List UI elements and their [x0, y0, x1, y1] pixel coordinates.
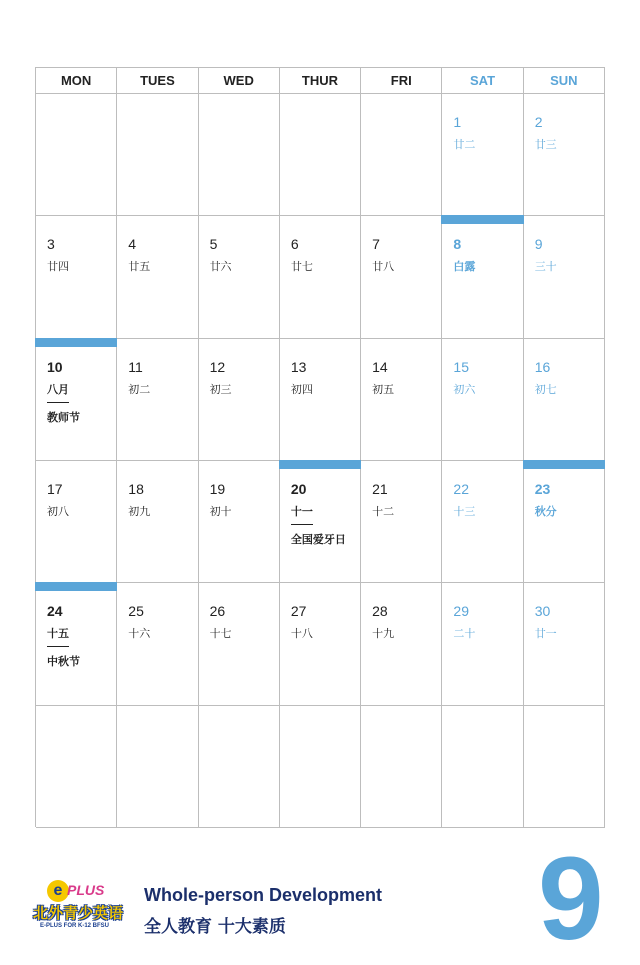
day-number: 4	[128, 236, 137, 253]
day-cell-1	[442, 94, 523, 216]
week-row	[36, 94, 605, 216]
weekday-header: TUES	[117, 68, 198, 94]
day-cell-2	[524, 94, 605, 216]
week-row	[36, 583, 605, 705]
day-number: 27	[290, 603, 307, 620]
day-cell-14	[361, 339, 442, 461]
day-cell-empty	[442, 706, 523, 828]
day-cell-18	[117, 461, 198, 583]
lunar-date: 十五	[47, 627, 69, 641]
lunar-date: 初七	[534, 382, 557, 396]
holiday-divider	[47, 402, 69, 403]
calendar-weeks	[36, 94, 605, 828]
day-cell-30	[524, 583, 605, 705]
day-number: 29	[453, 603, 469, 620]
weekday-header-sat: SAT	[442, 68, 523, 94]
day-number: 10	[47, 358, 63, 375]
day-number: 22	[453, 480, 469, 497]
day-cell-19	[199, 461, 280, 583]
logo-chinese-name: 北外青少英语	[33, 904, 124, 922]
lunar-date: 初十	[209, 504, 232, 518]
week-row	[36, 216, 605, 338]
day-cell-11	[117, 339, 198, 461]
day-number: 14	[372, 358, 388, 375]
lunar-date: 廿三	[534, 138, 557, 151]
lunar-date: 十六	[128, 627, 151, 641]
lunar-date: 廿八	[372, 260, 395, 274]
day-number: 24	[47, 603, 63, 620]
weekday-header-row	[36, 68, 605, 94]
lunar-date: 初四	[290, 382, 313, 396]
lunar-date: 十三	[453, 504, 476, 518]
lunar-date: 十九	[372, 627, 395, 641]
footer	[0, 833, 640, 965]
day-number: 8	[453, 236, 462, 253]
lunar-date: 十七	[209, 627, 232, 641]
logo-e-mark: e	[47, 880, 69, 902]
day-number: 19	[209, 480, 226, 497]
day-number: 3	[47, 236, 55, 253]
lunar-date: 廿一	[534, 627, 557, 641]
lunar-date: 二十	[453, 627, 476, 641]
lunar-date: 十二	[372, 504, 395, 518]
day-number: 17	[47, 480, 63, 497]
day-cell-7	[361, 216, 442, 338]
day-cell-12	[199, 339, 280, 461]
holiday-label: 教师节	[47, 410, 80, 424]
day-number: 6	[290, 236, 299, 253]
lunar-date: 廿六	[209, 260, 232, 274]
day-cell-empty	[361, 94, 442, 216]
lunar-date: 初五	[372, 382, 395, 396]
day-cell-empty	[199, 94, 280, 216]
day-cell-20	[280, 461, 361, 583]
day-number: 13	[290, 358, 307, 375]
day-cell-4	[117, 216, 198, 338]
day-cell-22	[442, 461, 523, 583]
lunar-date: 三十	[534, 260, 557, 274]
day-cell-10	[36, 339, 117, 461]
logo-subtitle: E-PLUS FOR K-12 BFSU	[40, 923, 110, 929]
day-number: 28	[372, 603, 388, 620]
day-cell-empty	[117, 94, 198, 216]
day-number: 25	[128, 603, 144, 620]
day-number: 1	[453, 114, 462, 130]
lunar-date: 初二	[128, 382, 151, 396]
lunar-date: 初八	[47, 504, 69, 518]
day-cell-empty	[36, 706, 117, 828]
day-cell-6	[280, 216, 361, 338]
day-cell-9	[524, 216, 605, 338]
lunar-date: 廿七	[290, 260, 313, 274]
lunar-date: 廿二	[453, 138, 476, 151]
day-cell-24	[36, 583, 117, 705]
day-number: 16	[534, 358, 551, 375]
tagline-chinese: 全人教育 十大素质	[144, 917, 286, 937]
day-number: 30	[534, 603, 551, 620]
holiday-divider	[47, 646, 69, 647]
day-cell-26	[199, 583, 280, 705]
lunar-date: 廿四	[47, 260, 69, 274]
day-cell-empty	[117, 706, 198, 828]
day-cell-8	[442, 216, 523, 338]
day-cell-empty	[361, 706, 442, 828]
weekday-header: MON	[36, 68, 117, 94]
day-cell-27	[280, 583, 361, 705]
lunar-date: 廿五	[128, 260, 151, 274]
holiday-label: 全国爱牙日	[290, 532, 346, 546]
day-cell-29	[442, 583, 523, 705]
calendar-grid	[35, 67, 605, 827]
lunar-date: 十一	[290, 504, 313, 518]
day-cell-empty	[280, 706, 361, 828]
day-cell-25	[117, 583, 198, 705]
day-number: 5	[209, 236, 218, 253]
month-number: 9	[538, 833, 604, 965]
day-cell-13	[280, 339, 361, 461]
day-cell-16	[524, 339, 605, 461]
day-number: 18	[128, 480, 144, 497]
holiday-divider	[291, 524, 313, 525]
logo-plus-text: PLUS	[67, 882, 105, 898]
day-number: 20	[290, 480, 307, 497]
lunar-date: 初六	[453, 382, 476, 396]
lunar-date: 白露	[453, 260, 476, 274]
day-cell-21	[361, 461, 442, 583]
day-cell-empty	[524, 706, 605, 828]
week-row	[36, 461, 605, 583]
day-cell-23	[524, 461, 605, 583]
weekday-header: THUR	[280, 68, 361, 94]
day-cell-28	[361, 583, 442, 705]
day-number: 2	[534, 114, 543, 130]
lunar-date: 初九	[128, 504, 151, 518]
day-number: 21	[372, 480, 388, 497]
day-number: 12	[209, 358, 226, 375]
day-cell-15	[442, 339, 523, 461]
tagline-english: Whole-person Development	[144, 885, 383, 905]
weekday-header: FRI	[361, 68, 442, 94]
day-number: 26	[209, 603, 226, 620]
weekday-header: WED	[199, 68, 280, 94]
day-number: 11	[128, 358, 143, 375]
week-row	[36, 339, 605, 461]
lunar-date: 秋分	[534, 504, 557, 518]
day-cell-empty	[199, 706, 280, 828]
day-cell-17	[36, 461, 117, 583]
weekday-header-sun: SUN	[524, 68, 605, 94]
day-number: 15	[453, 358, 469, 375]
lunar-date: 初三	[209, 382, 232, 396]
lunar-date: 八月	[47, 382, 69, 396]
day-cell-5	[199, 216, 280, 338]
day-number: 7	[372, 236, 380, 253]
week-row	[36, 706, 605, 828]
day-cell-3	[36, 216, 117, 338]
eplus-logo	[33, 880, 125, 936]
day-cell-empty	[280, 94, 361, 216]
day-number: 23	[534, 480, 551, 497]
day-number: 9	[534, 236, 543, 253]
lunar-date: 十八	[290, 627, 313, 641]
holiday-label: 中秋节	[47, 655, 80, 669]
day-cell-empty	[36, 94, 117, 216]
